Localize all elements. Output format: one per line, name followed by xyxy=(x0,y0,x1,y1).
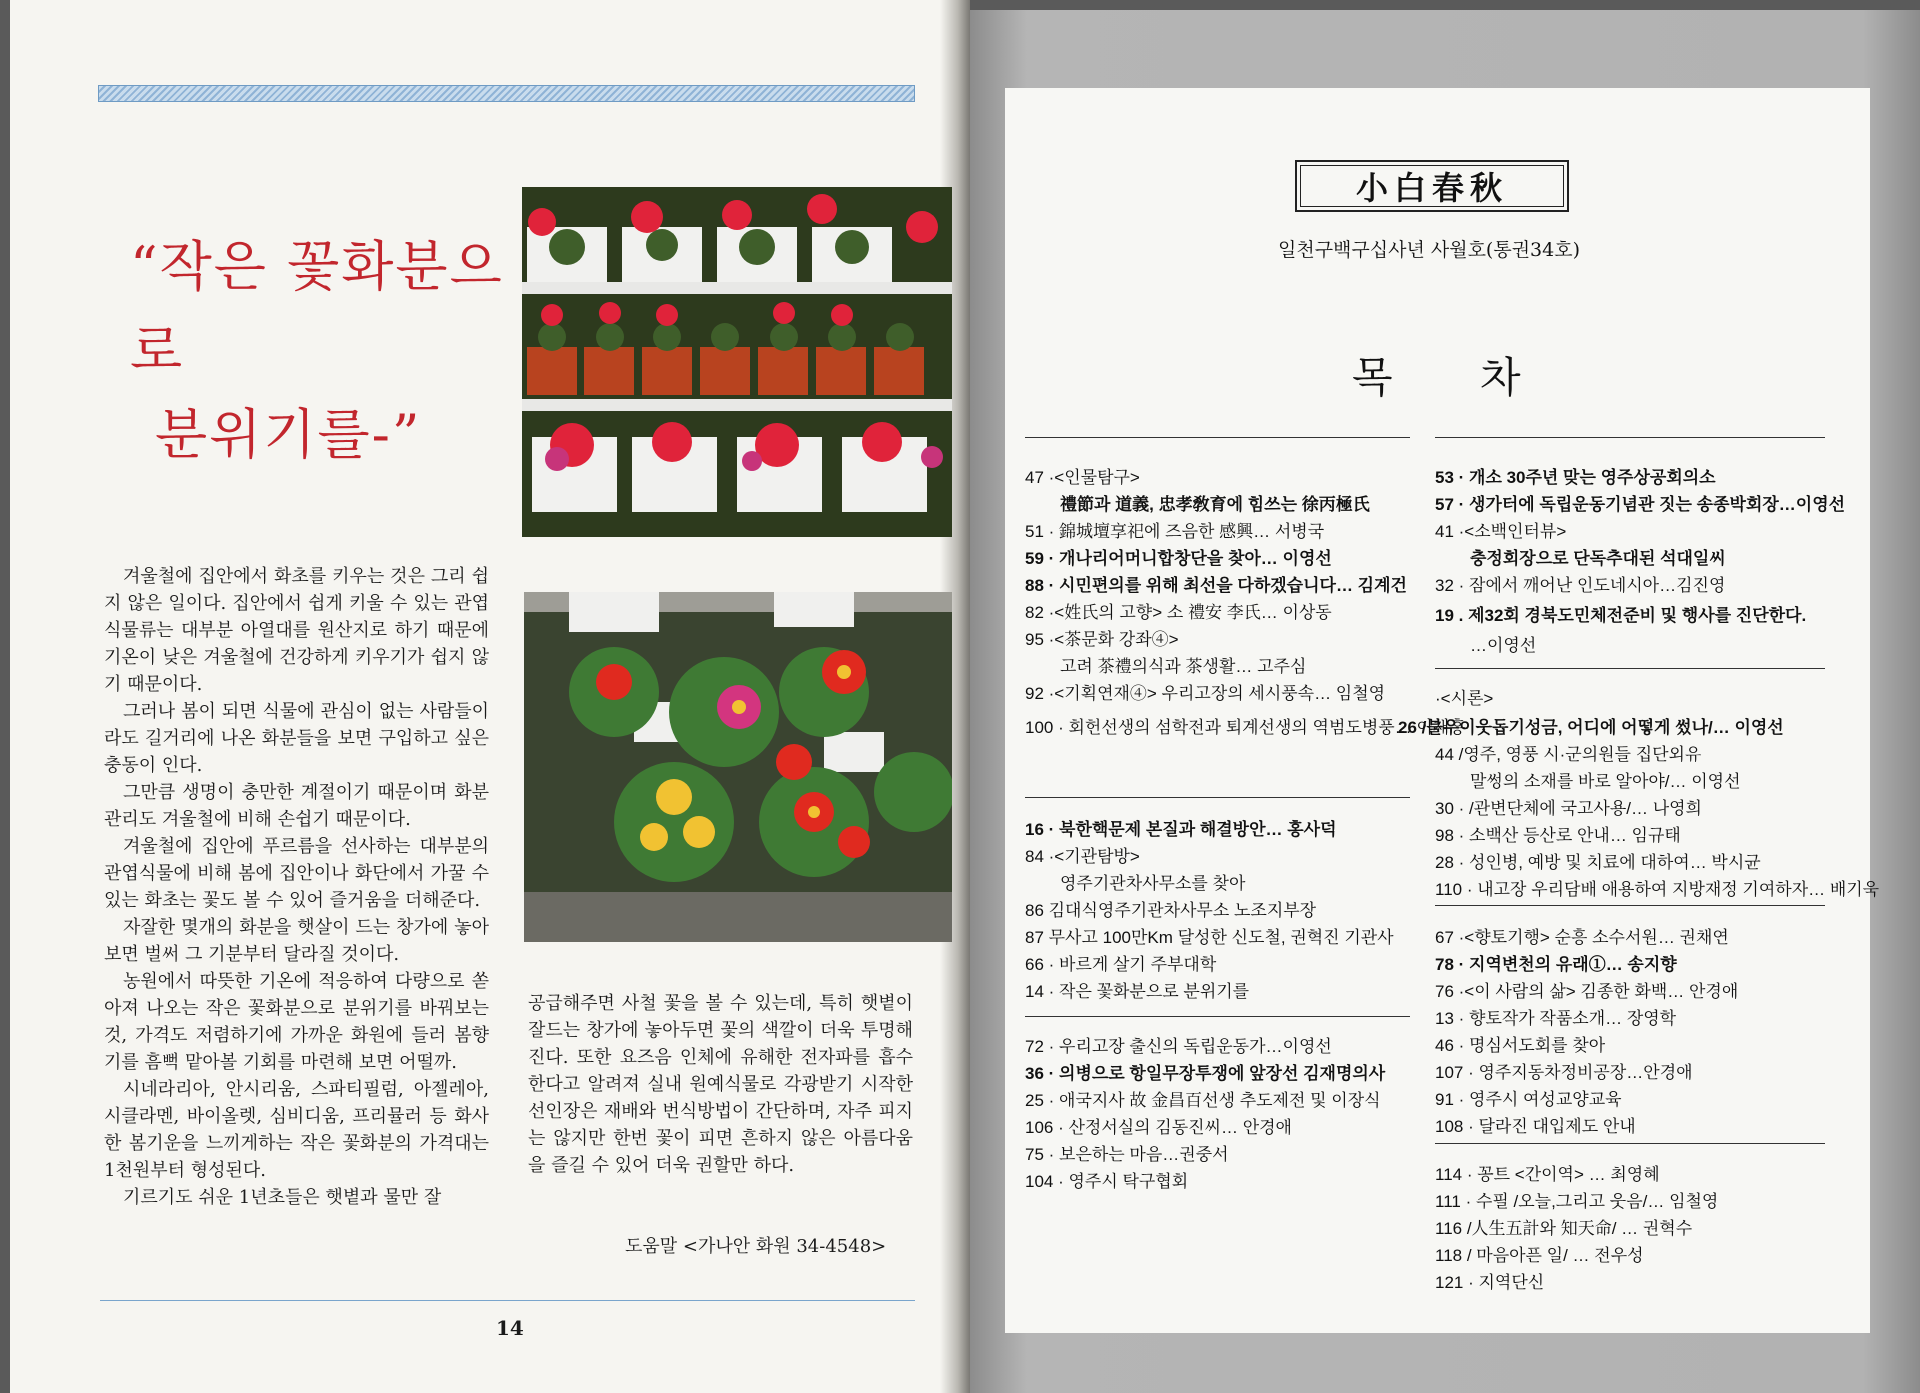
toc-entry: 110 · 내고장 우리담배 애용하여 지방재정 기여하자… 배기욱 xyxy=(1435,880,1880,899)
toc-entry: 111 · 수필 /오늘,그리고 웃음/… 임철영 xyxy=(1435,1192,1719,1211)
toc-entry: 98 · 소백산 등산로 안내… 임규태 xyxy=(1435,826,1681,845)
primula-photo-art xyxy=(524,592,952,942)
article-column-1 xyxy=(104,563,489,1211)
toc-entry: 30 · /관변단체에 국고사용/… 나영희 xyxy=(1435,799,1702,818)
toc-entry: 66 · 바르게 살기 주부대학 xyxy=(1025,955,1217,974)
toc-entry: 88 · 시민편의를 위해 최선을 다하겠습니다… 김계건 xyxy=(1025,576,1407,595)
page-number: 14 xyxy=(496,1316,524,1340)
toc-entry: 92 ·<기획연재④> 우리고장의 세시풍속… 임철영 xyxy=(1025,684,1386,703)
toc-entry: 114 · 꽁트 <간이역> … 최영혜 xyxy=(1435,1165,1660,1184)
toc-rule xyxy=(1435,1143,1825,1144)
headline-line-1: “작은 꽃화분으로 xyxy=(130,235,504,382)
toc-rule xyxy=(1435,437,1825,438)
headline-line-2: 분위기를-” xyxy=(155,403,422,466)
header-band xyxy=(98,85,915,102)
toc-entry: 36 · 의병으로 항일무장투쟁에 앞장선 김재명의사 xyxy=(1025,1064,1386,1083)
cactus-photo-art xyxy=(522,187,952,537)
toc-entry: 100 · 회헌선생의 섬학전과 퇴계선생의 역범도병풍… 이재흥 xyxy=(1025,718,1466,737)
toc-entry: 25 · 애국지사 故 金昌百선생 추도제전 및 이장식 xyxy=(1025,1091,1381,1110)
toc-entry: ·<시론> xyxy=(1435,689,1494,708)
paragraph: 자잘한 몇개의 화분을 햇살이 드는 창가에 놓아보면 벌써 그 기분부터 달라질 것이다. xyxy=(104,917,489,965)
toc-entry: 75 · 보은하는 마음…권중서 xyxy=(1025,1145,1229,1164)
toc-entry: 41 ·<소백인터뷰> xyxy=(1435,522,1567,541)
toc-entry: 禮節과 道義, 忠孝敎育에 힘쓰는 徐丙極氏 xyxy=(1060,495,1370,514)
toc-entry: 13 · 향토작가 작품소개… 장영학 xyxy=(1435,1009,1677,1028)
paragraph: 기르기도 쉬운 1년초들은 햇볕과 물만 잘 xyxy=(123,1187,442,1208)
toc-entry: 87 무사고 100만Km 달성한 신도철, 권혁진 기관사 xyxy=(1025,928,1394,947)
toc-rule xyxy=(1025,797,1410,798)
toc-entry: 91 · 영주시 여성교양교육 xyxy=(1435,1090,1622,1109)
toc-entry: 19 . 제32회 경북도민체전준비 및 행사를 진단한다. xyxy=(1435,606,1807,625)
toc-heading-1: 목 xyxy=(1352,353,1393,402)
toc-entry: 72 · 우리고장 출신의 독립운동가…이영선 xyxy=(1025,1037,1332,1056)
toc-entry: 26 /불우이웃돕기성금, 어디에 어떻게 썼나/… 이영선 xyxy=(1398,718,1784,737)
toc-entry: 78 · 지역변천의 유래①… 송지향 xyxy=(1435,955,1677,974)
toc-entry: 108 · 달라진 대입제도 안내 xyxy=(1435,1117,1636,1136)
primula-photo xyxy=(524,592,952,942)
toc-entry: 82 ·<姓氏의 고향> 소 禮安 李氏… 이상동 xyxy=(1025,603,1332,622)
toc-entry: 47 ·<인물탐구> xyxy=(1025,468,1140,487)
issue-line: 일천구백구십사년 사월호(통권34호) xyxy=(1278,239,1580,261)
toc-entry: 84 ·<기관탐방> xyxy=(1025,847,1140,866)
paragraph: 공급해주면 사철 꽃을 볼 수 있는데, 특히 햇볕이 잘드는 창가에 놓아두면 꽃의 색깔이 더욱 투명해진다. 또한 요즈음 인체에 유해한 전자파를 흡수한다고 알려져 실내 원예식물로 각광받기 시작한 선인장은 재배와 번식방법이 간단하며, 자주 피지는 않지만 한번 꽃이 피면 흔하지 않은 아름다움을 즐길 수 있어 더욱 권할만 하다. xyxy=(528,993,913,1176)
paragraph: 그러나 봄이 되면 식물에 관심이 없는 사람들이라도 길거리에 나온 화분들을 보면 구입하고 싶은 충동이 인다. xyxy=(104,701,489,776)
toc-rule xyxy=(1435,905,1825,906)
toc-entry: 121 · 지역단신 xyxy=(1435,1273,1545,1292)
toc-entry: 44 /영주, 영풍 시·군의원들 집단외유 xyxy=(1435,745,1702,764)
paragraph: 농원에서 따뜻한 기온에 적응하여 다량으로 쏟아져 나오는 작은 꽃화분으로 분위기를 바꿔보는 것, 가격도 저렴하기에 가까운 화원에 들러 봄향기를 흠뻑 맡아볼 기회를 마련해 보면 어떨까. xyxy=(104,971,489,1073)
toc-entry: 53 · 개소 30주년 맞는 영주상공회의소 xyxy=(1435,468,1716,487)
toc-entry: 76 ·<이 사람의 삶> 김종한 화백… 안경애 xyxy=(1435,982,1739,1001)
toc-heading-2: 차 xyxy=(1480,353,1521,402)
cactus-photo xyxy=(522,187,952,537)
toc-entry: 46 · 명심서도회를 찾아 xyxy=(1435,1036,1606,1055)
paragraph: 시네라리아, 안시리움, 스파티필럼, 아젤레아, 시클라멘, 바이올렛, 심비디움, 프리뮬러 등 화사한 봄기운을 느끼게하는 작은 꽃화분의 가격대는 1천원부터 형성된다. xyxy=(104,1079,489,1181)
toc-entry: 말썽의 소재를 바로 알아야/… 이영선 xyxy=(1470,772,1741,791)
article-credit: 도움말 <가나안 화원 34-4548> xyxy=(625,1236,887,1257)
toc-entry: 51 · 錦城壇享祀에 즈음한 感興… 서병국 xyxy=(1025,522,1325,541)
footer-rule xyxy=(100,1300,915,1301)
toc-rule xyxy=(1435,668,1825,669)
toc-entry: 106 · 산정서실의 김동진씨… 안경애 xyxy=(1025,1118,1292,1137)
toc-entry: 28 · 성인병, 예방 및 치료에 대하여… 박시균 xyxy=(1435,853,1761,872)
toc-entry: 67 ·<향토기행> 순흥 소수서원… 권채연 xyxy=(1435,928,1729,947)
paragraph: 겨울철에 집안에서 화초를 키우는 것은 그리 쉽지 않은 일이다. 집안에서 쉽게 키울 수 있는 관엽식물류는 대부분 아열대를 원산지로 하기 때문에 기온이 낮은 겨울철에 건강하게 키우기가 쉽지 않기 때문이다. xyxy=(104,566,489,695)
toc-entry: 57 · 생가터에 독립운동기념관 짓는 송종박회장…이영선 xyxy=(1435,495,1846,514)
toc-rule xyxy=(1025,437,1410,438)
toc-entry: 충정회장으로 단독추대된 석대일씨 xyxy=(1470,549,1726,568)
toc-entry: 116 /人生五計와 知天命/ … 권혁수 xyxy=(1435,1219,1693,1238)
toc-entry: 32 · 잠에서 깨어난 인도네시아…김진영 xyxy=(1435,576,1726,595)
toc-entry: 영주기관차사무소를 찾아 xyxy=(1060,874,1246,893)
toc-entry: …이영선 xyxy=(1470,636,1537,655)
toc-entry: 107 · 영주지동차정비공장…안경애 xyxy=(1435,1063,1693,1082)
toc-rule xyxy=(1025,1016,1410,1017)
masthead-title: 小白春秋 xyxy=(1300,165,1564,207)
toc-entry: 95 ·<茶문화 강좌④> xyxy=(1025,630,1179,649)
toc-entry: 14 · 작은 꽃화분으로 분위기를 xyxy=(1025,982,1250,1001)
toc-entry: 16 · 북한핵문제 본질과 해결방안… 홍사덕 xyxy=(1025,820,1337,839)
paragraph: 그만큼 생명이 충만한 계절이기 때문이며 화분관리도 겨울철에 비해 손쉽기 때문이다. xyxy=(104,782,489,830)
toc-entry: 104 · 영주시 탁구협회 xyxy=(1025,1172,1189,1191)
article-headline xyxy=(130,225,510,477)
toc-entry: 118 / 마음아픈 일/ … 전우성 xyxy=(1435,1246,1644,1265)
toc-entry: 고려 茶禮의식과 茶생활… 고주심 xyxy=(1060,657,1307,676)
article-column-2 xyxy=(528,990,913,1179)
toc-entry: 59 · 개나리어머니합창단을 찾아… 이영선 xyxy=(1025,549,1332,568)
toc-entry: 86 김대식영주기관차사무소 노조지부장 xyxy=(1025,901,1317,920)
paragraph: 겨울철에 집안에 푸르름을 선사하는 대부분의 관엽식물에 비해 봄에 집안이나 화단에서 가꿀 수 있는 화초는 꽃도 볼 수 있어 즐거움을 더해준다. xyxy=(104,836,489,911)
masthead-box xyxy=(1295,160,1569,212)
